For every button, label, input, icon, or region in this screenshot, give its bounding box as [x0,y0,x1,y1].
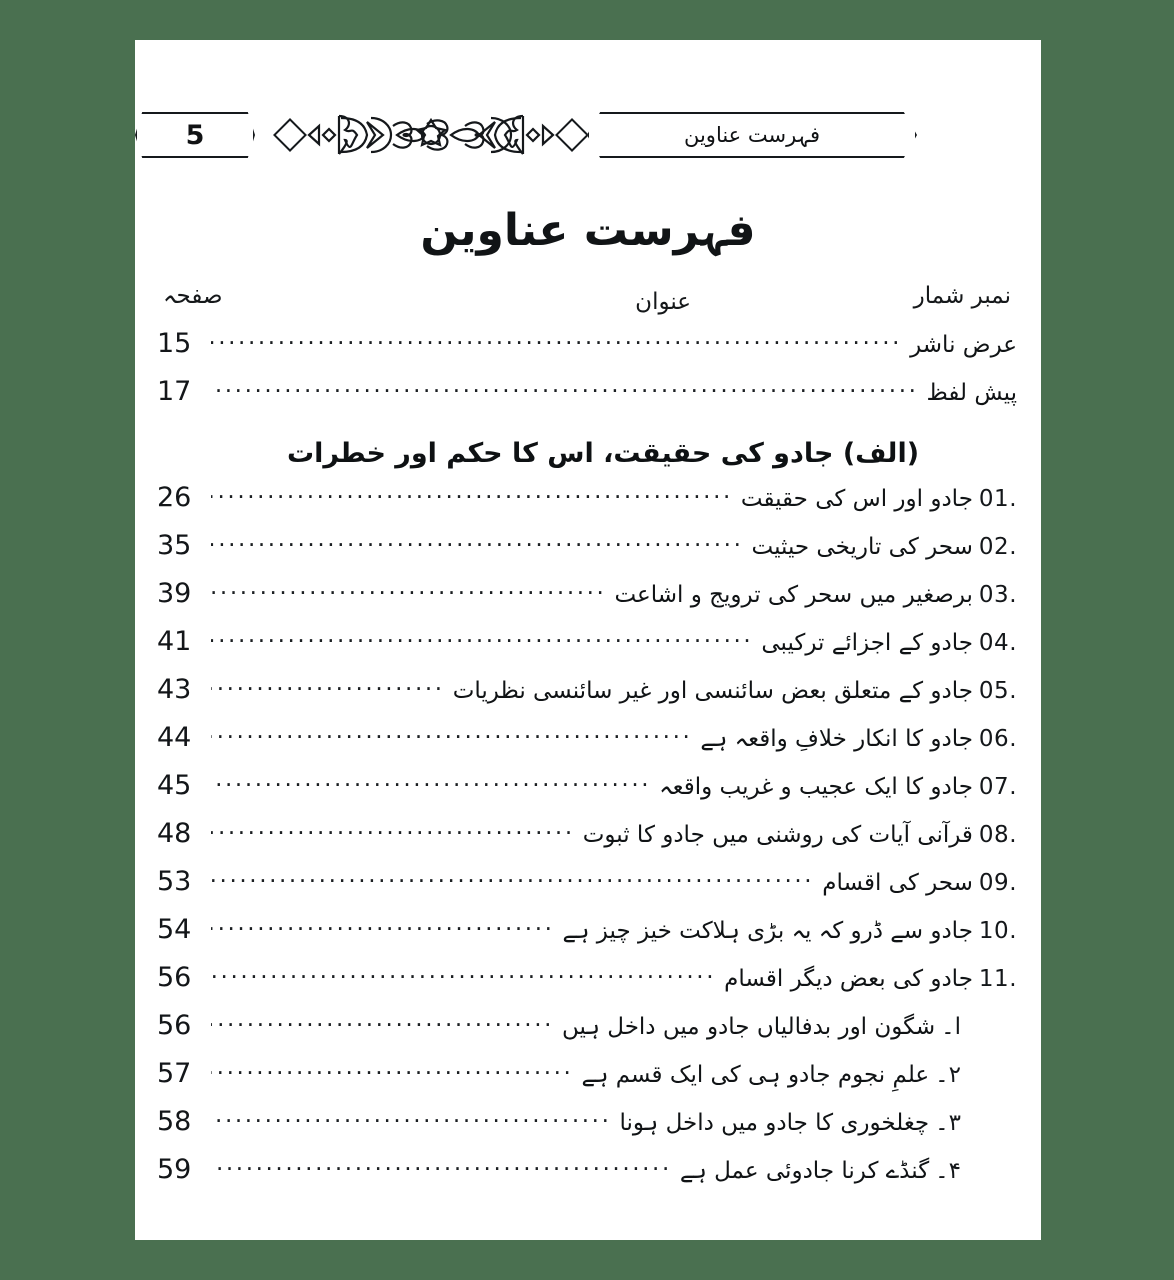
toc-entry-page-number: 43 [157,674,192,705]
book-page-sheet [135,40,1041,1240]
toc-leader-dots [211,922,555,938]
toc-entry-page-number: 15 [157,328,192,359]
toc-entry-page-number: 35 [157,530,192,561]
toc-leader-dots [211,490,733,506]
toc-leader-dots [211,1162,672,1178]
toc-entry-title: سحر کی تاریخی حیثیت [751,534,973,560]
toc-entry-page-number: 56 [157,962,192,993]
column-header-page: صفحہ [163,283,223,309]
toc-entry-row[interactable] [135,482,1041,530]
toc-entry-page-number: 17 [157,376,192,407]
toc-entry-row[interactable] [135,328,1041,376]
toc-leader-dots [211,1114,611,1130]
toc-entry-number: ا۔ [941,1014,961,1040]
toc-leader-dots [211,1018,554,1034]
toc-entry-page-number: 39 [157,578,192,609]
header-title-cartouche [587,112,917,158]
toc-entry-row[interactable] [135,376,1041,424]
toc-list [135,328,1041,1202]
toc-subentry-row[interactable] [135,1106,1041,1154]
toc-leader-dots [211,970,716,986]
toc-entry-title: جادو کے اجزائے ترکیبی [761,630,973,656]
toc-leader-dots [211,634,753,650]
toc-entry-row[interactable] [135,770,1041,818]
toc-leader-dots [211,538,744,554]
toc-leader-dots [211,1066,573,1082]
toc-entry-row[interactable] [135,530,1041,578]
toc-subentry-row[interactable] [135,1154,1041,1202]
toc-leader-dots [211,682,445,698]
toc-entry-number: 07. [978,774,1017,800]
toc-entry-title: برصغیر میں سحر کی ترویج و اشاعت [614,582,973,608]
toc-entry-page-number: 56 [157,1010,192,1041]
header-diamond-separator-right [273,118,307,152]
toc-entry-title: شگون اور بدفالیاں جادو میں داخل ہیں [562,1014,936,1040]
toc-entry-number: ۴۔ [935,1158,961,1184]
toc-entry-page-number: 57 [157,1058,192,1089]
toc-entry-title: پیش لفظ [926,380,1017,406]
toc-entry-number: 08. [978,822,1017,848]
toc-entry-page-number: 48 [157,818,192,849]
toc-entry-row[interactable] [135,962,1041,1010]
toc-entry-number: 01. [978,486,1017,512]
toc-entry-title: جادو کا انکار خلافِ واقعہ ہے [700,726,973,752]
toc-entry-number: 02. [978,534,1017,560]
toc-entry-title: قرآنی آیات کی روشنی میں جادو کا ثبوت [582,822,973,848]
toc-leader-dots [211,336,902,352]
toc-entry-number: 09. [978,870,1017,896]
toc-entry-number: 03. [978,582,1017,608]
toc-entry-page-number: 58 [157,1106,192,1137]
toc-entry-row[interactable] [135,914,1041,962]
toc-leader-dots [211,778,651,794]
toc-entry-number: ۳۔ [935,1110,961,1136]
toc-entry-title: جادو کے متعلق بعض سائنسی اور غیر سائنسی نظریات [452,678,973,704]
toc-entry-number: 05. [978,678,1017,704]
arabesque-ornament-icon [305,106,557,164]
toc-entry-page-number: 54 [157,914,192,945]
toc-entry-title: جادو اور اس کی حقیقت [740,486,973,512]
toc-entry-page-number: 26 [157,482,192,513]
page-number: 5 [185,119,205,151]
toc-entry-title: جادو کا ایک عجیب و غریب واقعہ [659,774,973,800]
column-header-title: عنوان [635,289,691,315]
toc-entry-title: سحر کی اقسام [822,870,973,896]
toc-entry-row[interactable] [135,866,1041,914]
toc-entry-number: ۲۔ [935,1062,961,1088]
toc-entry-page-number: 45 [157,770,192,801]
toc-entry-row[interactable] [135,626,1041,674]
page-title: فہرست عناوین [420,205,756,256]
toc-entry-row[interactable] [135,722,1041,770]
running-header-title: فہرست عناوین [683,123,821,147]
toc-entry-title: جادو سے ڈرو کہ یہ بڑی ہلاکت خیز چیز ہے [562,918,973,944]
toc-entry-page-number: 44 [157,722,192,753]
toc-entry-number: 11. [978,966,1017,992]
toc-entry-number: 04. [978,630,1017,656]
toc-entry-title: علمِ نجوم جادو ہی کی ایک قسم ہے [581,1062,930,1088]
column-header-serial: نمبر شمار [913,283,1011,309]
header-diamond-separator-left [555,118,589,152]
toc-leader-dots [211,384,919,400]
toc-entry-page-number: 53 [157,866,192,897]
toc-entry-title: عرض ناشر [910,332,1017,358]
toc-entry-row[interactable] [135,578,1041,626]
toc-entry-title: گنڈے کرنا جادوئی عمل ہے [679,1158,930,1184]
toc-entry-row[interactable] [135,818,1041,866]
toc-entry-title: جادو کی بعض دیگر اقسام [724,966,973,992]
header-page-number-cartouche [135,112,255,158]
toc-subentry-row[interactable] [135,1058,1041,1106]
toc-entry-row[interactable] [135,674,1041,722]
running-header [135,100,1041,170]
toc-entry-page-number: 59 [157,1154,192,1185]
toc-leader-dots [211,730,692,746]
toc-entry-number: 10. [978,918,1017,944]
toc-entry-number: 06. [978,726,1017,752]
toc-entry-title: چغلخوری کا جادو میں داخل ہونا [619,1110,930,1136]
toc-leader-dots [211,586,606,602]
toc-leader-dots [211,826,575,842]
toc-entry-page-number: 41 [157,626,192,657]
toc-column-headers [135,283,1041,323]
toc-section-heading: (الف) جادو کی حقیقت، اس کا حکم اور خطرات [286,437,920,469]
toc-leader-dots [211,874,814,890]
toc-subentry-row[interactable] [135,1010,1041,1058]
